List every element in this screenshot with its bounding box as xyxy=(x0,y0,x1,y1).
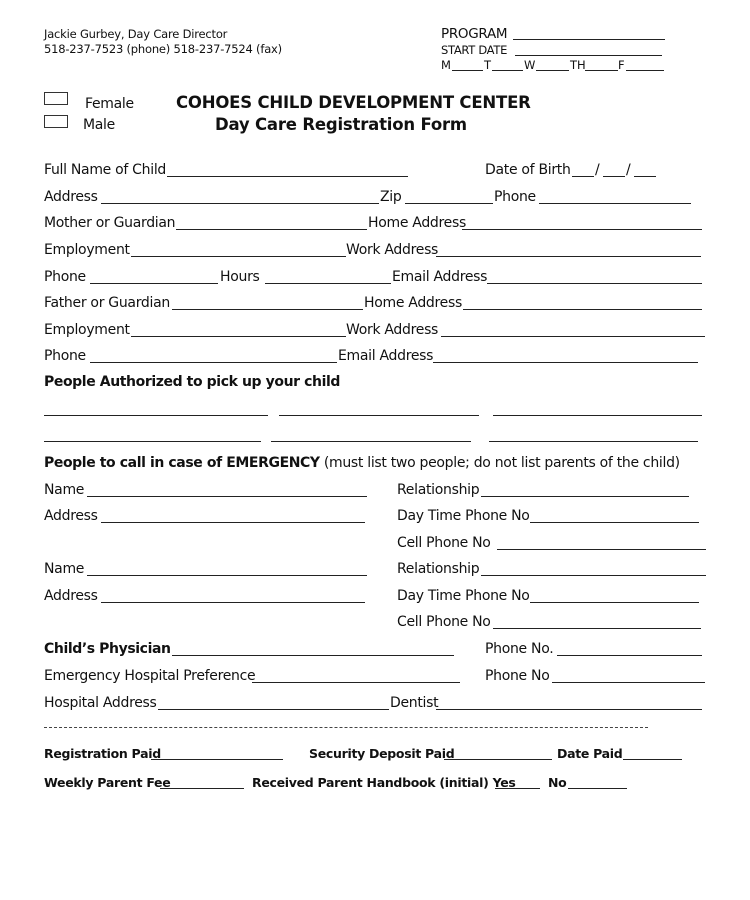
mother-hours-label: Hours xyxy=(220,269,260,285)
authorized-input-2[interactable] xyxy=(279,401,479,415)
mother-input[interactable] xyxy=(176,215,367,229)
program-line xyxy=(513,39,665,40)
dob-sep-1: / xyxy=(595,162,600,178)
day-m: M xyxy=(441,58,451,72)
zip-input[interactable] xyxy=(405,189,493,203)
org-title: COHOES CHILD DEVELOPMENT CENTER xyxy=(176,93,531,112)
em2-cellphone-line xyxy=(493,628,701,629)
em1-relationship-input[interactable] xyxy=(481,482,689,496)
authorized-line-1 xyxy=(44,415,268,416)
hospital-address-input[interactable] xyxy=(158,695,389,709)
day-t-input[interactable] xyxy=(492,57,523,71)
child-phone-input[interactable] xyxy=(539,189,691,203)
em2-address-line xyxy=(101,602,365,603)
hospital-pref-input[interactable] xyxy=(252,668,460,682)
mother-hours-input[interactable] xyxy=(265,269,391,283)
em2-name-label: Name xyxy=(44,561,85,577)
weekly-fee-line xyxy=(160,788,244,789)
father-employment-label: Employment xyxy=(44,322,130,338)
em1-name-label: Name xyxy=(44,482,85,498)
emergency-heading-bold: People to call in case of EMERGENCY xyxy=(44,455,320,471)
zip-label: Zip xyxy=(380,189,402,205)
program-input[interactable] xyxy=(513,25,665,39)
em1-name-input[interactable] xyxy=(87,482,367,496)
date-paid-line xyxy=(623,759,682,760)
authorized-line-4 xyxy=(44,441,261,442)
mother-employment-line xyxy=(131,256,346,257)
child-phone-line xyxy=(539,203,691,204)
hospital-phone-input[interactable] xyxy=(552,668,705,682)
physician-line xyxy=(172,655,454,656)
mother-hours-line xyxy=(265,283,391,284)
em2-address-label: Address xyxy=(44,588,98,604)
office-divider xyxy=(44,727,648,728)
mother-phone-line xyxy=(90,283,218,284)
em1-relationship-line xyxy=(481,496,689,497)
physician-phone-input[interactable] xyxy=(557,641,702,655)
authorized-line-5 xyxy=(271,441,471,442)
father-email-line xyxy=(433,362,698,363)
father-home-address-label: Home Address xyxy=(364,295,462,311)
emergency-heading xyxy=(44,455,680,471)
date-paid-input[interactable] xyxy=(623,745,682,759)
father-work-address-input[interactable] xyxy=(441,322,705,336)
father-phone-input[interactable] xyxy=(90,348,337,362)
day-th: TH xyxy=(570,58,586,72)
mother-email-input[interactable] xyxy=(487,269,702,283)
handbook-no-line xyxy=(568,788,627,789)
father-home-address-line xyxy=(463,309,702,310)
handbook-yes-input[interactable] xyxy=(495,774,540,788)
director-contact: 518-237-7523 (phone) 518-237-7524 (fax) xyxy=(44,42,282,56)
mother-email-label: Email Address xyxy=(392,269,488,285)
em2-relationship-label: Relationship xyxy=(397,561,480,577)
registration-paid-label: Registration Paid xyxy=(44,746,161,761)
father-phone-label: Phone xyxy=(44,348,86,364)
start-date-input[interactable] xyxy=(515,42,662,56)
father-employment-input[interactable] xyxy=(131,322,346,336)
em1-cellphone-line xyxy=(497,549,706,550)
security-deposit-label: Security Deposit Paid xyxy=(309,746,455,761)
dob-day-input[interactable] xyxy=(603,162,625,176)
director-name: Jackie Gurbey, Day Care Director xyxy=(44,27,228,41)
security-deposit-line xyxy=(444,759,552,760)
authorized-input-3[interactable] xyxy=(493,401,702,415)
father-phone-line xyxy=(90,362,337,363)
weekly-fee-label: Weekly Parent Fee xyxy=(44,775,171,790)
authorized-heading: People Authorized to pick up your child xyxy=(44,374,341,390)
handbook-label: Received Parent Handbook (initial) Yes xyxy=(252,775,516,790)
male-label: Male xyxy=(83,117,115,133)
zip-line xyxy=(405,203,493,204)
father-line xyxy=(172,309,363,310)
father-email-label: Email Address xyxy=(338,348,434,364)
em1-cellphone-input[interactable] xyxy=(497,535,706,549)
em1-cellphone-label: Cell Phone No xyxy=(397,535,491,551)
authorized-line-6 xyxy=(489,441,698,442)
em2-cellphone-input[interactable] xyxy=(493,614,701,628)
female-checkbox[interactable] xyxy=(44,92,68,105)
hospital-pref-line xyxy=(252,682,460,683)
em1-dayphone-line xyxy=(530,522,699,523)
em2-relationship-input[interactable] xyxy=(481,561,706,575)
em2-dayphone-line xyxy=(530,602,699,603)
dentist-line xyxy=(436,709,702,710)
day-m-input[interactable] xyxy=(452,57,483,71)
child-name-label: Full Name of Child xyxy=(44,162,167,178)
dob-year-input[interactable] xyxy=(634,162,656,176)
day-f: F xyxy=(618,58,625,72)
day-w: W xyxy=(524,58,536,72)
em2-cellphone-label: Cell Phone No xyxy=(397,614,491,630)
day-th-input[interactable] xyxy=(585,57,618,71)
em1-address-input[interactable] xyxy=(101,508,365,522)
security-deposit-input[interactable] xyxy=(444,745,552,759)
mother-work-address-label: Work Address xyxy=(346,242,439,258)
physician-phone-label: Phone No. xyxy=(485,641,554,657)
female-label: Female xyxy=(85,96,134,112)
em1-address-line xyxy=(101,522,365,523)
mother-home-address-label: Home Address xyxy=(368,215,466,231)
father-employment-line xyxy=(131,336,346,337)
authorized-input-1[interactable] xyxy=(44,401,268,415)
handbook-no-label: No xyxy=(548,775,567,790)
child-name-line xyxy=(167,176,408,177)
em1-name-line xyxy=(87,496,367,497)
authorized-input-4[interactable] xyxy=(44,427,261,441)
dentist-label: Dentist xyxy=(390,695,439,711)
em2-name-line xyxy=(87,575,367,576)
em1-dayphone-input[interactable] xyxy=(530,508,699,522)
registration-paid-line xyxy=(151,759,283,760)
mother-work-address-input[interactable] xyxy=(436,242,701,256)
mother-home-address-input[interactable] xyxy=(462,215,702,229)
authorized-line-2 xyxy=(279,415,479,416)
father-work-address-label: Work Address xyxy=(346,322,439,338)
dob-sep-2: / xyxy=(626,162,631,178)
father-email-input[interactable] xyxy=(433,348,698,362)
hospital-pref-label: Emergency Hospital Preference xyxy=(44,668,256,684)
dob-month-line xyxy=(572,176,594,177)
authorized-line-3 xyxy=(493,415,702,416)
mother-email-line xyxy=(487,283,702,284)
em2-name-input[interactable] xyxy=(87,561,367,575)
date-paid-label: Date Paid xyxy=(557,746,623,761)
em1-dayphone-label: Day Time Phone No xyxy=(397,508,530,524)
em2-dayphone-input[interactable] xyxy=(530,588,699,602)
hospital-address-line xyxy=(158,709,389,710)
authorized-input-6[interactable] xyxy=(489,427,698,441)
day-f-input[interactable] xyxy=(626,57,664,71)
program-label: PROGRAM xyxy=(441,26,508,42)
child-name-input[interactable] xyxy=(167,162,408,176)
dob-day-line xyxy=(603,176,625,177)
father-work-address-line xyxy=(441,336,705,337)
mother-employment-label: Employment xyxy=(44,242,130,258)
child-address-line xyxy=(101,203,379,204)
handbook-yes-line xyxy=(495,788,540,789)
em2-dayphone-label: Day Time Phone No xyxy=(397,588,530,604)
mother-phone-label: Phone xyxy=(44,269,86,285)
form-title: Day Care Registration Form xyxy=(215,115,467,134)
mother-label: Mother or Guardian xyxy=(44,215,176,231)
handbook-no-input[interactable] xyxy=(568,774,627,788)
dentist-input[interactable] xyxy=(436,695,702,709)
hospital-phone-label: Phone No xyxy=(485,668,550,684)
dob-year-line xyxy=(634,176,656,177)
father-home-address-input[interactable] xyxy=(463,295,702,309)
hospital-address-label: Hospital Address xyxy=(44,695,157,711)
start-date-label: START DATE xyxy=(441,43,508,57)
father-input[interactable] xyxy=(172,295,363,309)
em2-address-input[interactable] xyxy=(101,588,365,602)
child-phone-label: Phone xyxy=(494,189,536,205)
physician-phone-line xyxy=(557,655,702,656)
day-w-input[interactable] xyxy=(536,57,569,71)
authorized-input-5[interactable] xyxy=(271,427,471,441)
registration-paid-input[interactable] xyxy=(151,745,283,759)
emergency-heading-note: (must list two people; do not list parents of the child) xyxy=(323,455,680,471)
mother-employment-input[interactable] xyxy=(131,242,346,256)
em1-address-label: Address xyxy=(44,508,98,524)
weekly-fee-input[interactable] xyxy=(160,774,244,788)
em2-relationship-line xyxy=(481,575,706,576)
mother-work-address-line xyxy=(436,256,701,257)
child-address-label: Address xyxy=(44,189,98,205)
dob-label: Date of Birth xyxy=(485,162,571,178)
physician-label: Child’s Physician xyxy=(44,641,171,657)
mother-home-address-line xyxy=(462,229,702,230)
male-checkbox[interactable] xyxy=(44,115,68,128)
child-address-input[interactable] xyxy=(101,189,379,203)
mother-phone-input[interactable] xyxy=(90,269,218,283)
physician-input[interactable] xyxy=(172,641,454,655)
father-label: Father or Guardian xyxy=(44,295,170,311)
day-t: T xyxy=(484,58,492,72)
mother-line xyxy=(176,229,367,230)
hospital-phone-line xyxy=(552,682,705,683)
dob-month-input[interactable] xyxy=(572,162,594,176)
em1-relationship-label: Relationship xyxy=(397,482,480,498)
